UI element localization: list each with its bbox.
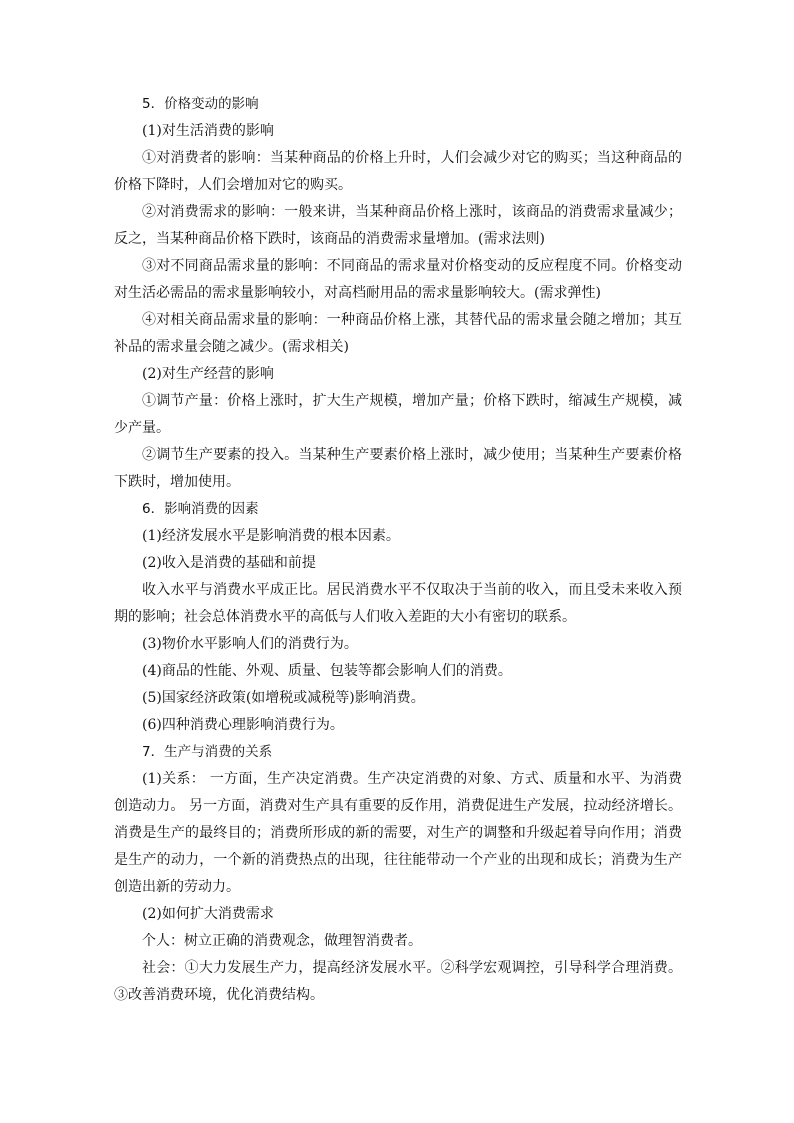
section-7-para-1: (1)关系： 一方面，生产决定消费。生产决定消费的对象、方式、质量和水平、为消费创造动力。 另一方面，消费对生产具有重要的反作用，消费促进生产发展，拉动经济增长。消费是生产的最终目的；消费所形成的新的需要，对生产的调整和升级起着导向作用；消费是生产的动力，一个新的消费热点的出现，往往能带动一个产业的出现和成长；消费为生产创造出新的劳动力。 [114, 771, 682, 895]
section-5-sub-2: (2)对生产经营的影响 [142, 366, 274, 382]
section-5-sub-1: (1)对生活消费的影响 [142, 123, 274, 139]
section-6-para-1: (1)经济发展水平是影响消费的根本因素。 [142, 528, 400, 544]
section-5-item-3: ③对不同商品需求量的影响：不同商品的需求量对价格变动的反应程度不同。价格变动对生活必需品的需求量影响较小，对高档耐用品的需求量影响较大。(需求弹性) [114, 258, 682, 301]
section-6-para-6: (5)国家经济政策(如增税或减税等)影响消费。 [142, 690, 425, 706]
section-6-para-3: 收入水平与消费水平成正比。居民消费水平不仅取决于当前的收入，而且受未来收入预期的影响；社会总体消费水平的高低与人们收入差距的大小有密切的联系。 [114, 582, 682, 625]
section-7-para-3: 个人：树立正确的消费观念，做理智消费者。 [142, 933, 422, 949]
section-5-item-4: ④对相关商品需求量的影响：一种商品价格上涨，其替代品的需求量会随之增加；其互补品的需求量会随之减少。(需求相关) [114, 312, 682, 355]
section-6-heading: 6．影响消费的因素 [142, 501, 259, 517]
section-6-para-5: (4)商品的性能、外观、质量、包装等都会影响人们的消费。 [142, 663, 512, 679]
document-page [114, 91, 682, 1009]
section-5-item-5: ①调节产量：价格上涨时，扩大生产规模，增加产量；价格下跌时，缩减生产规模，减少产量。 [114, 393, 682, 436]
section-7-heading: 7．生产与消费的关系 [142, 744, 273, 760]
section-5-heading: 5．价格变动的影响 [142, 96, 259, 112]
section-5-item-2: ②对消费需求的影响：一般来讲，当某种商品价格上涨时，该商品的消费需求量减少；反之，当某种商品价格下跌时，该商品的消费需求量增加。(需求法则) [114, 204, 682, 247]
section-5-item-6: ②调节生产要素的投入。当某种生产要素价格上涨时，减少使用；当某种生产要素价格下跌时，增加使用。 [114, 447, 682, 490]
section-7-para-2: (2)如何扩大消费需求 [142, 906, 274, 922]
section-6-para-2: (2)收入是消费的基础和前提 [142, 555, 316, 571]
section-6-para-7: (6)四种消费心理影响消费行为。 [142, 717, 344, 733]
section-6-para-4: (3)物价水平影响人们的消费行为。 [142, 636, 358, 652]
section-7-para-4: 社会：①大力发展生产力，提高经济发展水平。②科学宏观调控，引导科学合理消费。③改善消费环境，优化消费结构。 [114, 960, 682, 1003]
section-5-item-1: ①对消费者的影响：当某种商品的价格上升时，人们会减少对它的购买；当这种商品的价格下降时，人们会增加对它的购买。 [114, 150, 682, 193]
